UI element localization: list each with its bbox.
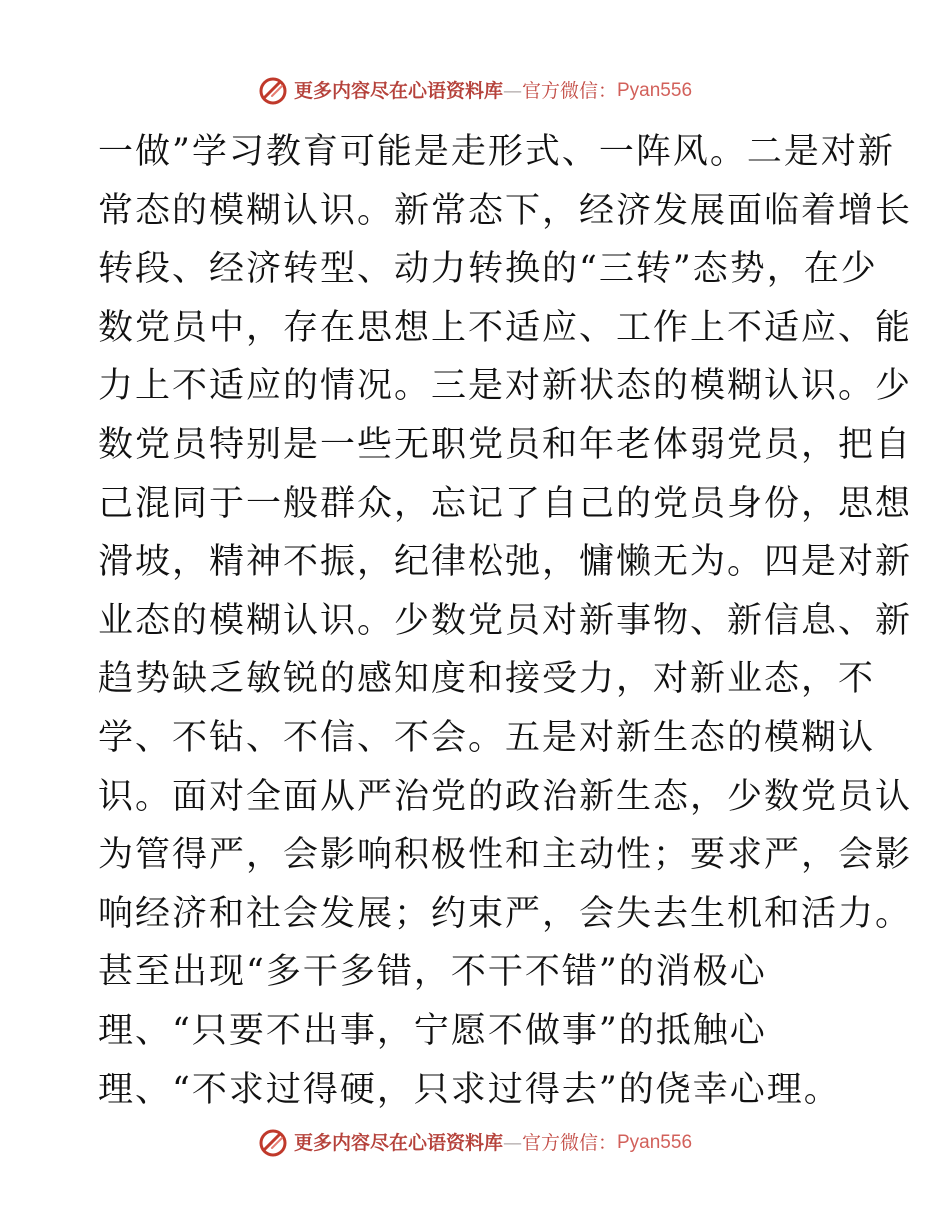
header-banner <box>0 76 950 106</box>
text-line: 力上不适应的情况。三是对新状态的模糊认识。少 <box>98 366 913 407</box>
brand-logo-icon <box>258 76 288 106</box>
text-line: 理、“不求过得硬，只求过得去”的侥幸心理。 <box>98 1069 841 1110</box>
header-site-name: 更多内容尽在心语资料库 <box>293 80 503 102</box>
text-line: 理、“只要不出事，宁愿不做事”的抵触心 <box>98 1010 767 1051</box>
footer-wechat-id: Pyan556 <box>617 1132 693 1153</box>
text-line: 数党员中，存在思想上不适应、工作上不适应、能 <box>98 307 913 348</box>
text-line: 数党员特别是一些无职党员和年老体弱党员，把自 <box>98 424 913 465</box>
text-line: 业态的模糊认识。少数党员对新事物、新信息、新 <box>98 600 913 641</box>
header-wechat-label: 官方微信： <box>521 80 617 102</box>
footer-wechat-label: 官方微信： <box>521 1132 617 1154</box>
text-line: 识。面对全面从严治党的政治新生态，少数党员认 <box>98 776 913 817</box>
body-text <box>98 123 913 1119</box>
text-line: 甚至出现“多干多错，不干不错”的消极心 <box>98 952 767 993</box>
text-line: 己混同于一般群众，忘记了自己的党员身份，思想 <box>98 483 913 524</box>
text-line: 转段、经济转型、动力转换的“三转”态势，在少 <box>98 249 878 290</box>
footer-site-name: 更多内容尽在心语资料库 <box>293 1132 503 1154</box>
text-line: 学、不钻、不信、不会。五是对新生态的模糊认 <box>98 717 876 758</box>
header-wechat-id: Pyan556 <box>617 80 693 101</box>
header-dash: — <box>502 80 522 102</box>
text-line: 为管得严，会影响积极性和主动性；要求严，会影 <box>98 835 913 876</box>
footer-dash: — <box>502 1132 522 1154</box>
brand-logo-icon <box>258 1128 288 1158</box>
footer-banner <box>0 1128 950 1158</box>
text-line: 常态的模糊认识。新常态下，经济发展面临着增长 <box>98 190 913 231</box>
text-line: 一做”学习教育可能是走形式、一阵风。二是对新 <box>98 132 895 172</box>
text-line: 响经济和社会发展；约束严，会失去生机和活力。 <box>98 893 913 934</box>
text-line: 趋势缺乏敏锐的感知度和接受力，对新业态，不 <box>98 659 876 700</box>
text-line: 滑坡，精神不振，纪律松弛，慵懒无为。四是对新 <box>98 542 913 583</box>
